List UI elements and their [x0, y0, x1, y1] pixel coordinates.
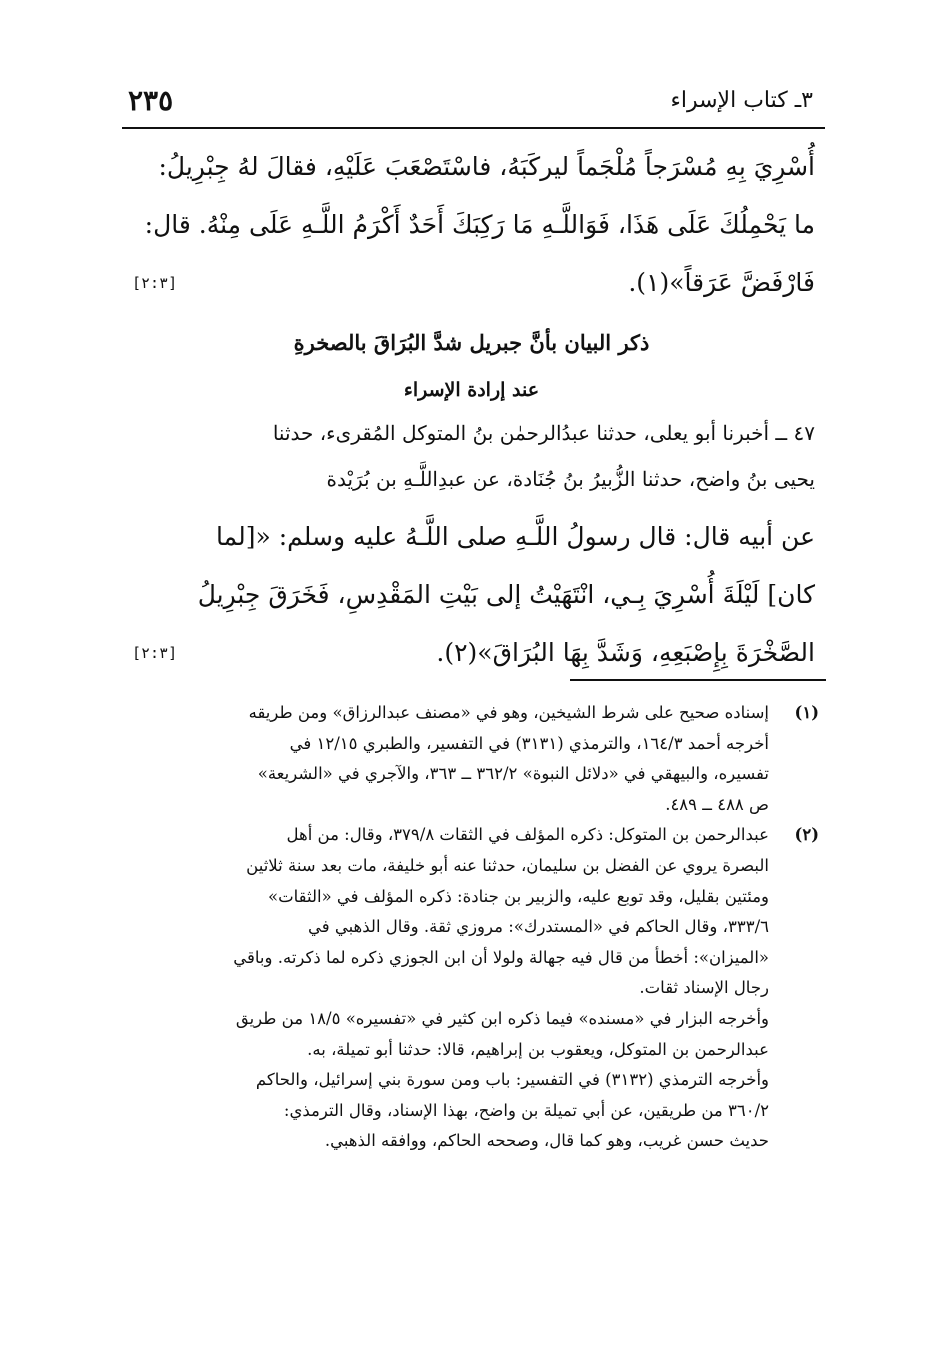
- section-subheading: عند إرادة الإسراء: [403, 379, 540, 401]
- footnote-number: (١): [794, 703, 819, 722]
- hadith-line: كان] لَيْلَةَ أُسْرِيَ بِـي، انْتَهَيْتُ إلى بَيْتِ المَقْدِسِ، فَخَرَقَ جِبْرِيلُ: [197, 580, 815, 609]
- footnote-line: وأخرجه الترمذي (٣١٣٢) في التفسير: باب ومن سورة بني إسرائيل، والحاكم: [255, 1070, 769, 1090]
- main-text: [128, 138, 815, 682]
- hadith-line: [128, 624, 815, 682]
- footnotes: [128, 698, 819, 1157]
- hadith-reference: [٢:٣]: [132, 274, 178, 292]
- header-rule: [122, 127, 825, 129]
- section-heading: ذكر البيان بأنَّ جبريل شدَّ البُرَاقَ بالصخرةِ: [293, 330, 650, 355]
- footnote-1-first-line: [128, 698, 819, 729]
- footnote-text: عبدالرحمن بن المتوكل: ذكره المؤلف في الثقات ٣٧٩/٨، وقال: من أهل: [286, 825, 769, 845]
- footnote-line: عبدالرحمن بن المتوكل، ويعقوب بن إبراهيم، قالا: حدثنا أبو تميلة، به.: [307, 1039, 769, 1059]
- footnote-line: تفسيره، والبيهقي في «دلائل النبوة» ٣٦٢/٢ ــ ٣٦٣، والآجري في «الشريعة»: [257, 764, 769, 784]
- footnote-line: أخرجه أحمد ١٦٤/٣، والترمذي (٣١٣١) في التفسير، والطبري ١٢/١٥ في: [289, 733, 769, 753]
- hadith-line: عن أبيه قال: قال رسولُ اللَّـهِ صلى اللَّـهُ عليه وسلم: «[لما: [216, 522, 815, 551]
- page-number: ٢٣٥: [128, 83, 174, 117]
- hadith-reference: [٢:٣]: [132, 644, 178, 662]
- isnad-line: ٤٧ ــ أخبرنا أبو يعلى، حدثنا عبدُالرحمٰن بنُ المتوكل المُقرىء، حدثنا: [272, 421, 815, 445]
- hadith-line-content: الصَّخْرَةَ بِإِصْبَعِهِ، وَشَدَّ بِهَا البُرَاقَ»(٢).: [436, 638, 815, 667]
- footnote-line: ٣٦٠/٢ من طريقين، عن أبي تميلة بن واضح، بهذا الإسناد، وقال الترمذي:: [283, 1100, 769, 1120]
- text-line: [128, 254, 815, 312]
- footnote-number: (٢): [794, 825, 819, 845]
- text-line: ما يَحْمِلُكَ عَلَى هَذَا، فَوَاللَّـهِ مَا رَكِبَكَ أَحَدٌ أَكْرَمُ اللَّـهِ عَلَى مِنْهُ. قال:: [144, 210, 815, 239]
- footnote-line: وأخرجه البزار في «مسنده» فيما ذكره ابن كثير في «تفسيره» ١٨/٥ من طريق: [235, 1008, 769, 1028]
- footnote-line: ٣٣٣/٦، وقال الحاكم في «المستدرك»: مروزي ثقة. وقال الذهبي في: [307, 917, 769, 937]
- text-line: أُسْرِيَ بِهِ مُسْرَجاً مُلْجَماً ليركَبَهُ، فاسْتَصْعَبَ عَلَيْهِ، فقالَ لهُ جِبْرِيلُ:: [158, 152, 815, 181]
- chapter-title: ٣ـ كتاب الإسراء: [670, 87, 813, 113]
- running-header: [128, 78, 813, 122]
- text-line-content: فَارْفَضَّ عَرَقاً»(١).: [628, 268, 815, 297]
- footnote-line: البصرة يروي عن الفضل بن سليمان، حدثنا عنه أبو خليفة، مات بعد سنة ثلاثين: [246, 855, 769, 875]
- footnote-line: ومئتين بقليل، وقد توبع عليه، والزبير بن جنادة: ذكره المؤلف في «الثقات»: [268, 886, 769, 906]
- footnote-2-first-line: [128, 820, 819, 851]
- footnote-rule: [570, 679, 826, 681]
- footnote-line: «الميزان»: أخطأ من قال فيه جهالة ولولا أن ابن الجوزي ذكره لما ذكرته. وباقي: [233, 947, 769, 967]
- footnote-text: إسناده صحيح على شرط الشيخين، وهو في «مصنف عبدالرزاق» ومن طريقه: [248, 703, 769, 722]
- footnote-line: ص ٤٨٨ ــ ٤٨٩.: [665, 794, 769, 814]
- footnote-line: حديث حسن غريب، وهو كما قال، وصححه الحاكم، ووافقه الذهبي.: [324, 1131, 769, 1151]
- footnote-line: رجال الإسناد ثقات.: [639, 978, 769, 998]
- isnad-line: يحيى بنُ واضح، حدثنا الزُّبيرُ بنُ جُنَادة، عن عبدِاللَّـهِ بن بُرَيْدة: [326, 467, 815, 491]
